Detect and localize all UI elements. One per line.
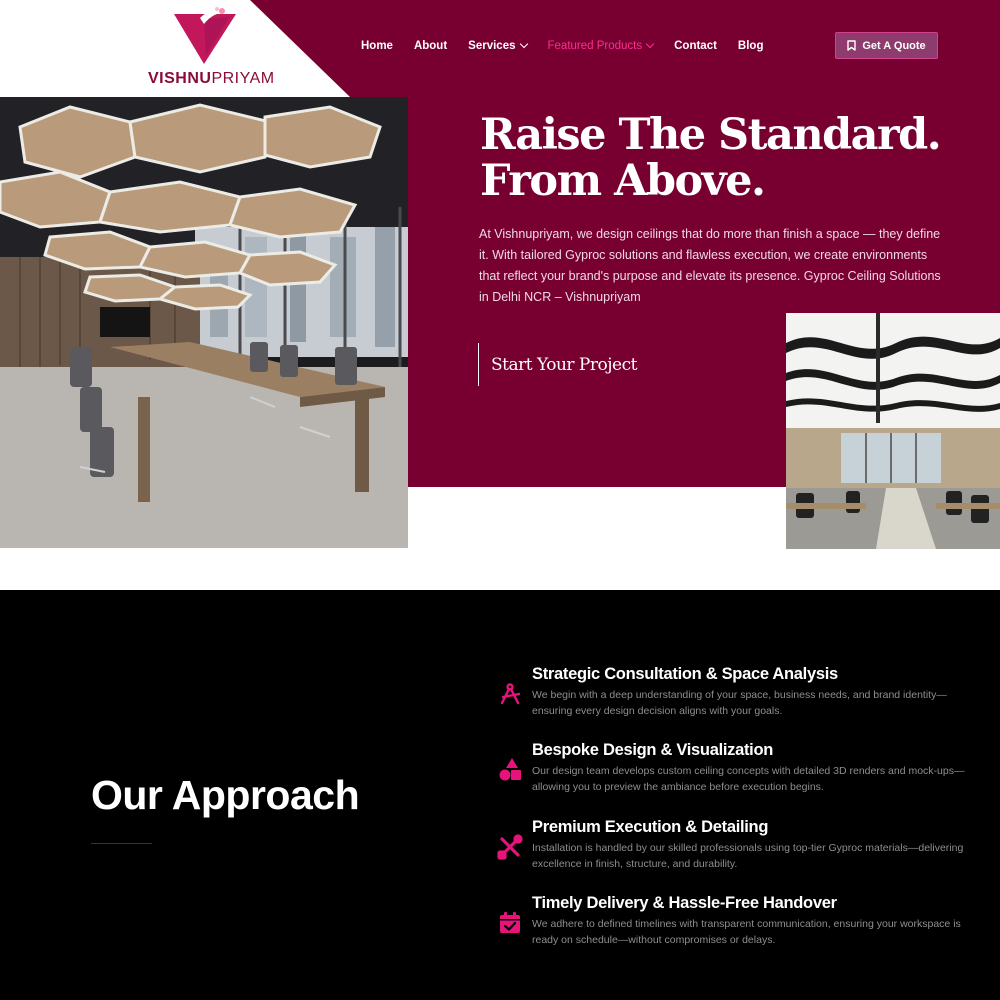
step-title: Strategic Consultation & Space Analysis bbox=[532, 665, 838, 683]
calendar-check-icon bbox=[497, 910, 523, 936]
chevron-down-icon bbox=[519, 40, 527, 48]
get-a-quote-button[interactable] bbox=[835, 32, 938, 59]
nav-featured-products[interactable]: Featured Products bbox=[548, 40, 654, 52]
hero-title: Raise The Standard. From Above. bbox=[480, 110, 941, 206]
logo-mark-icon bbox=[170, 6, 240, 66]
approach-divider bbox=[91, 843, 152, 844]
hero-description: At Vishnupriyam, we design ceilings that do more than finish a space — they define it. With tailored Gyproc solutions and flawless execution, we create environments that reflect your brand's purpose and elevate its presence. Gyproc Ceiling Solutions in Delhi NCR – Vishnupriyam bbox=[479, 227, 941, 304]
step-title: Timely Delivery & Hassle-Free Handover bbox=[532, 894, 837, 912]
main-nav bbox=[361, 38, 784, 54]
approach-title: Our Approach bbox=[91, 772, 360, 818]
step-description: We begin with a deep understanding of your space, business needs, and brand identity—ensuring every design decision aligns with your goals. bbox=[532, 689, 947, 717]
step-description: Installation is handled by our skilled professionals using top-tier Gyproc materials—delivering excellence in finish, structure, and durability. bbox=[532, 842, 964, 870]
step-description: Our design team develops custom ceiling concepts with detailed 3D renders and mock-ups—allowing you to preview the ambiance before execution begins. bbox=[532, 765, 965, 793]
step-description: We adhere to defined timelines with transparent communication, ensuring your workspace is ready on schedule—without compromises or delays. bbox=[532, 918, 961, 946]
hero-image-office-ceiling bbox=[786, 313, 1000, 549]
bookmark-icon bbox=[847, 40, 856, 51]
nav-contact[interactable]: Contact bbox=[674, 40, 717, 52]
start-your-project-link[interactable]: Start Your Project bbox=[478, 343, 637, 386]
step-title: Premium Execution & Detailing bbox=[532, 818, 769, 836]
logo-text: VISHNUPRIYAM bbox=[148, 70, 275, 87]
get-a-quote-label: Get A Quote bbox=[862, 39, 926, 52]
nav-blog[interactable]: Blog bbox=[737, 40, 764, 52]
nav-home[interactable]: Home bbox=[361, 40, 393, 52]
shapes-icon bbox=[497, 757, 523, 783]
step-title: Bespoke Design & Visualization bbox=[532, 741, 774, 759]
site-logo[interactable] bbox=[148, 6, 275, 92]
tools-icon bbox=[497, 834, 523, 860]
nav-about[interactable]: About bbox=[413, 40, 448, 52]
chevron-down-icon bbox=[646, 40, 654, 48]
compass-ruler-icon bbox=[497, 681, 523, 707]
nav-services[interactable]: Services bbox=[468, 40, 526, 52]
hero-image-conference-room bbox=[0, 97, 408, 548]
